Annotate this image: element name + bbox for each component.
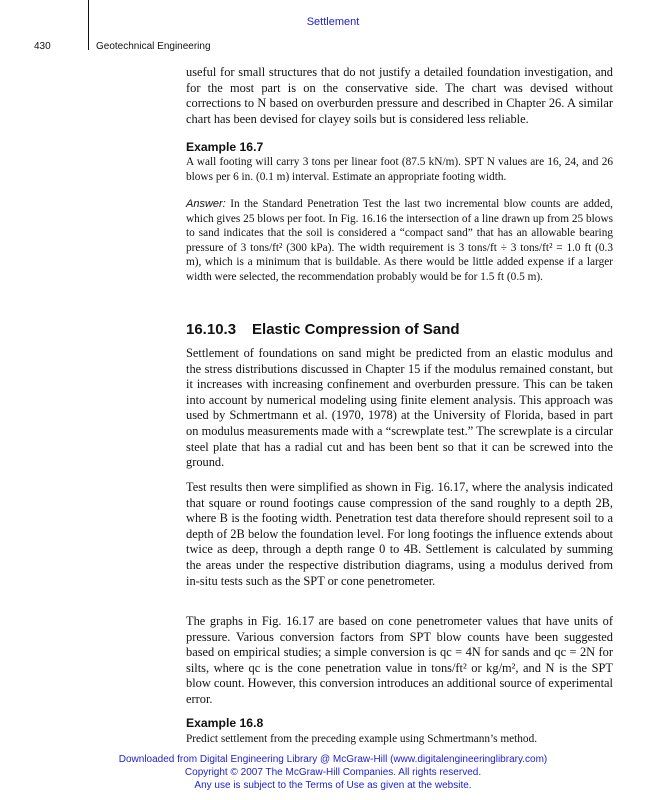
page-number: 430 — [34, 41, 51, 52]
paragraph-screwplate: Settlement of foundations on sand might be predicted from an elastic modulus and the stress distributions discussed in Chapter 15 if the modulus remained constant, but it increases with increasing confinement and overburden pressure. This can be taken into account by numerical modeling using finite element analysis. This approach was used by Schmertmann et al. (1970, 1978) at the University of Florida, based in part on modulus measurements made with a “screwplate test.” The screwplate is a circular steel plate that has a radial cut and has been bent so that it can be screwed into the ground. — [186, 346, 613, 470]
answer-text: In the Standard Penetration Test the last two incremental blow counts are added, which gives 25 blows per foot. In Fig. 16.16 the intersection of a line drawn up from 25 blows to sand indicates that the soil is considered a “compact sand” that has an allowable bearing pressure of 3 tons/ft² (300 kPa). The width requirement is 3 tons/ft ÷ 3 tons/ft² = 1.0 ft (0.3 m), which is a minimum that is buildable. As there would be little added expense if a larger width were selected, the recommendation probably would be for 1.5 ft (0.5 m). — [186, 198, 614, 283]
footer-copyright: Copyright © 2007 The McGraw-Hill Companies. All rights reserved. — [184, 766, 482, 778]
footer-download-link[interactable]: Downloaded from Digital Engineering Library @ McGraw-Hill (www.digitalengineeringlibrary.com) — [118, 754, 548, 765]
header-divider — [88, 0, 89, 50]
paragraph-influence-depth: Test results then were simplified as shown in Fig. 16.17, where the analysis indicated that square or round footings cause compression of the sand roughly to a depth 2B, where B is the footing width. Penetration test data therefore should represent soil to a depth of 2B below the foundation level. For long footings the influence extends about twice as deep, through a depth range 0 to 4B. Settlement is calculated by summing the areas under the respective distribution diagrams, using a modulus derived from in-situ tests such as the SPT or cone penetrometer. — [186, 480, 613, 588]
example-16-7-text: A wall footing will carry 3 tons per linear foot (87.5 kN/m). SPT N values are 16, 24, and 26 blows per 6 in. (0.1 m) interval. Estimate an appropriate footing width. — [186, 156, 613, 183]
book-title: Geotechnical Engineering — [96, 41, 211, 52]
footer — [0, 754, 666, 792]
footer-terms-link[interactable]: Any use is subject to the Terms of Use as given at the website. — [194, 779, 472, 791]
example-16-7-title: Example 16.7 — [186, 140, 264, 154]
running-head[interactable]: Settlement — [306, 16, 360, 28]
answer-label: Answer: — [186, 198, 226, 210]
example-16-8-text: Predict settlement from the preceding example using Schmertmann’s method. — [186, 733, 538, 745]
section-title: Elastic Compression of Sand — [252, 321, 460, 338]
example-16-8-title: Example 16.8 — [186, 716, 264, 730]
paragraph-conversion: The graphs in Fig. 16.17 are based on cone penetrometer values that have units of pressure. Various conversion factors from SPT blow counts have been suggested based on empirical studies; a simple conversion is qc = 4N for sands and qc = 2N for silts, where qc is the cone penetration value in tons/ft² or kg/m², and N is the SPT blow count. However, this conversion introduces an additional source of experimental error. — [186, 614, 613, 706]
paragraph-intro: useful for small structures that do not justify a detailed foundation investigation, and for the most part is on the conservative side. The chart was devised without corrections to N based on overburden pressure and described in Chapter 26. A similar chart has been devised for clayey soils but is considered less reliable. — [186, 65, 613, 126]
example-16-7-answer — [186, 197, 613, 285]
section-number: 16.10.3 — [186, 321, 237, 338]
section-heading — [186, 321, 613, 338]
